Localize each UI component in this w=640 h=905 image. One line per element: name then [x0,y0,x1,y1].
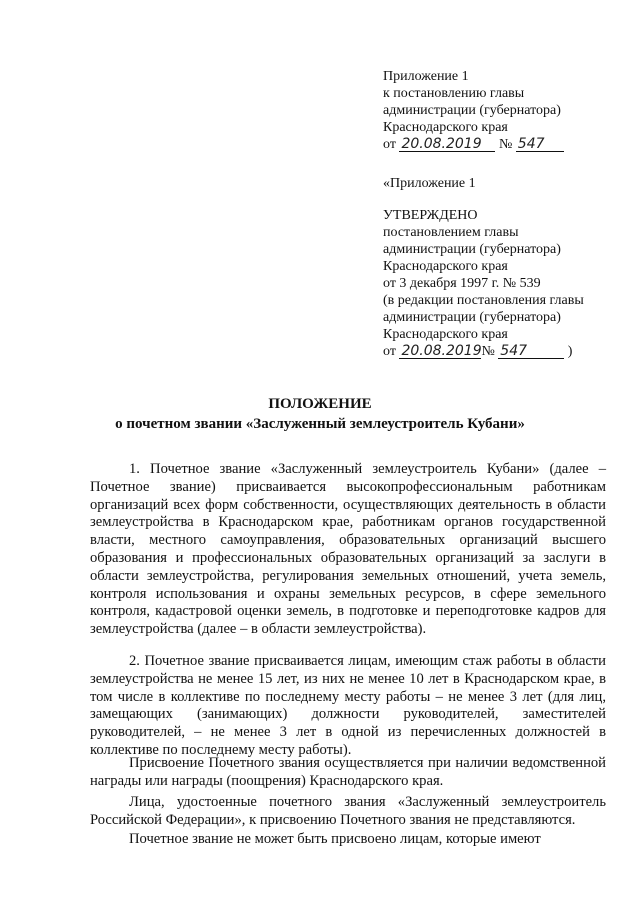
document-title: ПОЛОЖЕНИЕ [268,396,372,412]
closing-paren: ) [567,344,573,359]
appendix-quote [383,175,476,192]
handwritten-number: 547 [516,137,564,152]
approved-line: администрации (губернатора) [383,310,561,325]
appendix-line: Приложение 1 [383,69,469,84]
approved-date-line [383,343,584,360]
from-label: от [383,137,396,152]
number-label: № [498,137,513,152]
approved-heading: УТВЕРЖДЕНО [383,208,478,223]
appendix-date-line [383,136,564,153]
handwritten-date: 20.08.2019 [399,137,495,152]
handwritten-date: 20.08.2019 [401,343,482,359]
paragraph-5: Почетное звание не может быть присвоено лицам, которые имеют [129,831,541,847]
approved-line: постановлением главы [383,225,519,240]
appendix-quote-line: «Приложение 1 [383,176,476,191]
approved-line: (в редакции постановления главы [383,293,584,308]
paragraph-2: 2. Почетное звание присваивается лицам, имеющим стаж работы в области землеустройства не менее 15 лет, из них не менее 10 лет в Краснодарском крае, в том числе в коллективе по последнему месту работы – не менее 3 лет (для лиц, замещающих (занимающих) должности руководителей, заместителей руководителей, – не менее 3 лет в одной из перечисленных должностей в коллективе по последнему месту работы). [90,653,606,758]
approved-line: Краснодарского края [383,327,508,342]
appendix-header [383,68,564,153]
paragraph-3: Присвоение Почетного звания осуществляется при наличии ведомственной награды или награды (поощрения) Краснодарского края. [90,755,606,789]
document-subtitle: о почетном звании «Заслуженный землеустроитель Кубани» [115,416,525,432]
approved-line: от 3 декабря 1997 г. № 539 [383,276,541,291]
approved-block [383,207,584,360]
paragraph-4: Лица, удостоенные почетного звания «Заслуженный землеустроитель Российской Федерации», к присвоению Почетного звания не представляются. [90,794,606,828]
number-label: № [481,344,495,359]
approved-line: администрации (губернатора) [383,242,561,257]
appendix-line: администрации (губернатора) [383,103,561,118]
paragraph-1: 1. Почетное звание «Заслуженный землеустроитель Кубани» (далее – Почетное звание) присваивается высокопрофессиональным работникам организаций всех форм собственности, осуществляющих деятельность в области землеустройства в Краснодарском крае, работникам органов государственной власти, местного самоуправления, образовательных организаций высшего образования и профессиональных образовательных организаций за заслуги в области землеустройства, регулирования земельных отношений, учета земель, контроля использования и охраны земельных ресурсов, в сфере земельного контроля, кадастровой оценки земель, в подготовке и переподготовке кадров для землеустройства (далее – в области землеустройства). [90,461,606,638]
appendix-line: к постановлению главы [383,86,525,101]
handwritten-number: 547 [498,344,564,359]
approved-line: Краснодарского края [383,259,508,274]
appendix-line: Краснодарского края [383,120,508,135]
from-label: от [383,344,396,359]
